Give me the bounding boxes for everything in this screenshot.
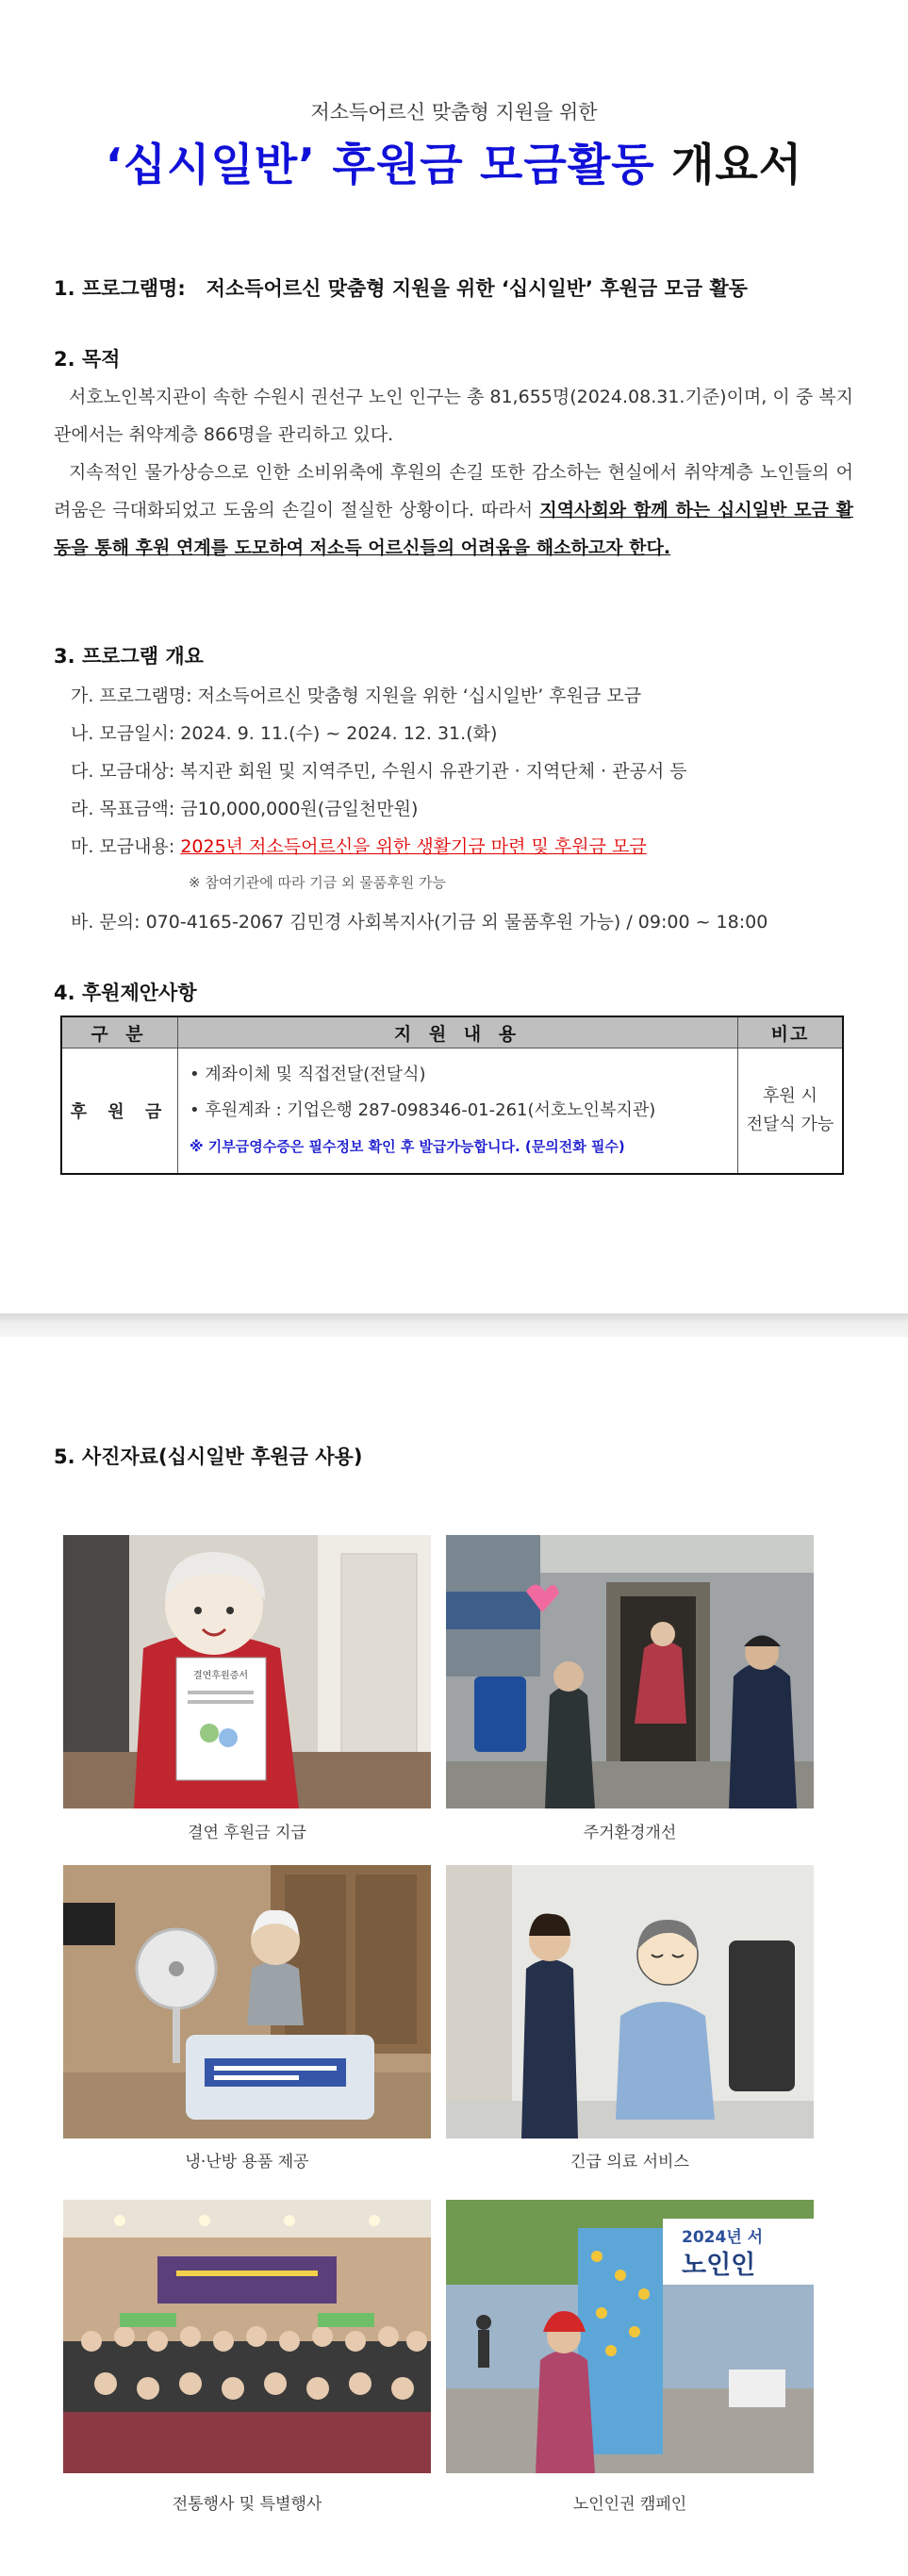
photo-caption-6: 노인인권 캠페인 (572, 2495, 687, 2514)
document-subtitle: 저소득어르신 맞춤형 지원을 위한 (310, 101, 598, 124)
remark-line-2: 전달식 가능 (746, 1115, 834, 1134)
photo-housing-improvement (446, 1535, 814, 1808)
purpose-text-2a: 지속적인 물가상승으로 인한 소비위축에 후원의 손길 또한 감소하는 현실에서 취약계층 노인들의 어려움은 극대화되었고 도움의 손길이 절실한 상황이다. 따라서 (54, 462, 853, 520)
document-title (0, 130, 908, 193)
banner-year-text: 2024년 서 (682, 2228, 764, 2247)
section-2-heading: 2. 목적 (54, 348, 121, 371)
photo-caption-2: 주거환경개선 (583, 1824, 677, 1842)
overview-item-target: 다. 모금대상: 복지관 회원 및 지역주민, 수원시 유관기관 · 지역단체 · 관공서 등 (71, 761, 687, 782)
support-table-header (61, 1016, 843, 1049)
photo-cooling-heating-supplies (63, 1865, 431, 2138)
support-table (60, 1016, 844, 1175)
photo-elder-rights-campaign (446, 2200, 814, 2473)
photo-emergency-medical-service (446, 1865, 814, 2138)
purpose-paragraph-2 (54, 454, 853, 567)
section-1-heading (54, 273, 748, 302)
photo-caption-5: 전통행사 및 특별행사 (172, 2495, 322, 2514)
purpose-paragraph-1 (54, 378, 853, 454)
certificate-title: 결연후원증서 (193, 1671, 248, 1681)
col-header-remark: 비고 (738, 1016, 844, 1049)
col-header-category: 구 분 (61, 1016, 178, 1049)
overview-item-program: 가. 프로그램명: 저소득어르신 맞춤형 지원을 위한 ‘십시일반’ 후원금 모금 (71, 685, 642, 706)
row-content (178, 1049, 738, 1175)
overview-note: ※ 참여기관에 따라 기금 외 물품후원 가능 (189, 874, 447, 891)
overview-item-content-value: 2025년 저소득어르신을 위한 생활기금 마련 및 후원금 모금 (180, 836, 647, 857)
overview-item-contact: 바. 문의: 070-4165-2067 김민경 사회복지사(기금 외 물품후원 가능) / 09:00 ~ 18:00 (71, 912, 768, 933)
support-account: • 후원계좌 : 기업은행 287-098346-01-261(서호노인복지관) (190, 1100, 656, 1120)
row-label: 후 원 금 (61, 1049, 178, 1175)
purpose-text-1: 서호노인복지관이 속한 수원시 권선구 노인 인구는 총 81,655명(2024.08.31.기준)이며, 이 중 복지관에서는 취약계층 866명을 관리하고 있다. (54, 387, 853, 445)
receipt-notice: ※ 기부금영수증은 필수정보 확인 후 발급가능합니다. (문의전화 필수) (190, 1138, 625, 1155)
col-header-content: 지 원 내 용 (178, 1016, 738, 1049)
row-remark (738, 1049, 844, 1175)
section-1-value: 저소득어르신 맞춤형 지원을 위한 ‘십시일반’ 후원금 모금 활동 (206, 277, 748, 300)
page-separator (0, 1313, 908, 1337)
section-3-heading: 3. 프로그램 개요 (54, 645, 204, 668)
remark-line-1: 후원 시 (763, 1086, 817, 1106)
overview-item-content (71, 833, 647, 858)
photo-sponsorship-payment (63, 1535, 431, 1808)
support-method: • 계좌이체 및 직접전달(전달식) (190, 1065, 426, 1084)
table-row (61, 1049, 843, 1175)
title-suffix: 개요서 (671, 140, 803, 191)
photo-caption-1: 결연 후원금 지급 (188, 1824, 306, 1842)
photo-caption-3: 냉·난방 용품 제공 (185, 2153, 309, 2171)
document-page-2 (0, 1337, 908, 2576)
purpose-text-2b-emphasis: 지역사회와 함께 하는 십시일반 모금 활동을 통해 후원 연계를 도모하여 저소득 어르신들의 어려움을 해소하고자 한다. (54, 500, 853, 558)
section-1-label: 1. 프로그램명: (54, 277, 186, 300)
title-highlight: ‘십시일반’ 후원금 모금활동 (105, 140, 655, 191)
section-4-heading: 4. 후원제안사항 (54, 982, 197, 1004)
banner-main-text: 노인인 (682, 2251, 756, 2280)
overview-item-date: 나. 모금일시: 2024. 9. 11.(수) ~ 2024. 12. 31.(화) (71, 723, 498, 744)
photo-traditional-events (63, 2200, 431, 2473)
overview-item-content-label: 마. 모금내용: (71, 836, 175, 857)
section-5-heading: 5. 사진자료(십시일반 후원금 사용) (54, 1445, 363, 1468)
overview-item-goal: 라. 목표금액: 금10,000,000원(금일천만원) (71, 799, 419, 819)
photo-caption-4: 긴급 의료 서비스 (570, 2153, 689, 2171)
